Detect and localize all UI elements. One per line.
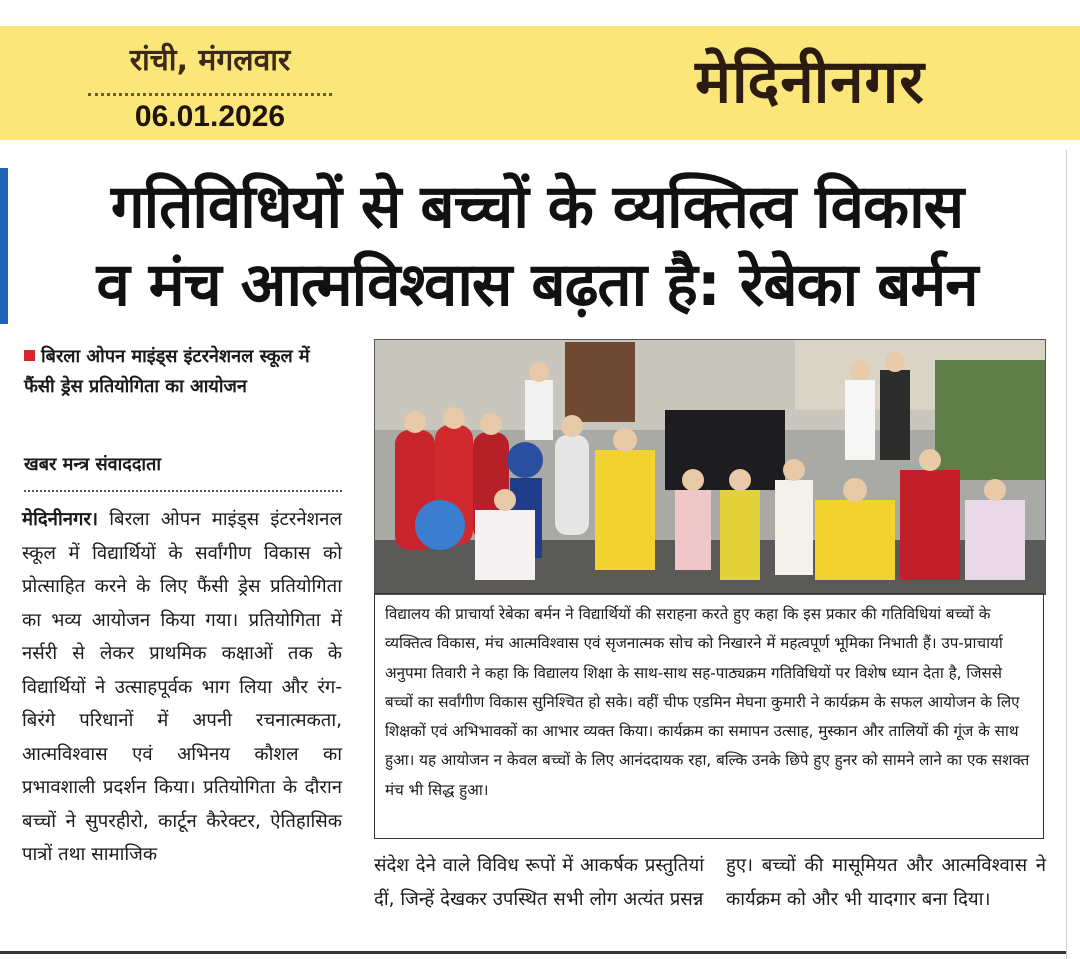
byline-divider xyxy=(24,490,342,492)
byline: खबर मन्त्र संवाददाता xyxy=(24,454,161,475)
red-square-bullet-icon xyxy=(24,350,35,361)
body-text-middle: संदेश देने वाले विविध रूपों में आकर्षक प्रस्तुतियां दीं, जिन्हें देखकर उपस्थित सभी लोग अत्यंत प्रसन्न xyxy=(374,855,704,910)
place-day: रांची, मंगलवार xyxy=(129,43,291,78)
subheadline-text: बिरला ओपन माइंड्स इंटरनेशनल स्कूल में फैंसी ड्रेस प्रतियोगिता का आयोजन xyxy=(24,346,310,397)
headline-line-2: व मंच आत्मविश्वास बढ़ता है: रेबेका बर्मन xyxy=(96,250,978,320)
adjacent-column-edge xyxy=(1066,150,1080,959)
subheadline xyxy=(24,342,344,402)
event-photo xyxy=(374,339,1046,595)
bottom-divider xyxy=(0,951,1066,954)
headline xyxy=(22,168,1052,324)
body-text-right: हुए। बच्चों की मासूमियत और आत्मविश्वास ने कार्यक्रम को और भी यादगार बना दिया। xyxy=(726,855,1046,910)
masthead xyxy=(0,0,1080,142)
issue-date: 06.01.2026 xyxy=(134,100,286,133)
dotted-divider xyxy=(88,93,332,96)
headline-line-1: गतिविधियों से बच्चों के व्यक्तित्व विकास xyxy=(110,172,964,242)
edition-name: मेदिनीनगर xyxy=(695,47,925,117)
body-text-left xyxy=(22,503,342,872)
event-photo-illustration xyxy=(375,340,1045,594)
dateline: मेदिनीनगर। xyxy=(22,509,98,530)
photo-caption: विद्यालय की प्राचार्या रेबेका बर्मन ने विद्यार्थियों की सराहना करते हुए कहा कि इस प्रकार की गतिविधियां बच्चों के व्यक्तित्व विकास, मंच आत्मविश्वास एवं सृजनात्मक सोच को निखारने में महत्वपूर्ण भूमिका निभाती हैं। उप-प्राचार्या अनुपमा तिवारी ने कहा कि विद्यालय शिक्षा के साथ-साथ सह-पाठ्यक्रम गतिविधियों पर विशेष ध्यान देता है, जिससे बच्चों का सर्वांगीण विकास सुनिश्चित हो सके। वहीं चीफ एडमिन मेघना कुमारी ने कार्यक्रम के सफल आयोजन के लिए शिक्षकों एवं अभिभावकों का आभार व्यक्त किया। कार्यक्रम का समापन उत्साह, मुस्कान और तालियों की गूंज के साथ हुआ। यह आयोजन न केवल बच्चों के लिए आनंददायक रहा, बल्कि उनके छिपे हुए हुनर को सामने लाने का एक सशक्त मंच भी सिद्ध हुआ। xyxy=(374,593,1044,839)
accent-bar xyxy=(0,168,8,324)
body-left-text: बिरला ओपन माइंड्स इंटरनेशनल स्कूल में विद्यार्थियों के सर्वांगीण विकास को प्रोत्साहित करने के लिए फैंसी ड्रेस प्रतियोगिता का भव्य आयोजन किया गया। प्रतियोगिता में नर्सरी से लेकर प्राथमिक कक्षाओं तक के विद्यार्थियों ने उत्साहपूर्वक भाग लिया और रंग-बिरंगे परिधानों में अपनी रचनात्मकता, आत्मविश्वास एवं अभिनय कौशल का प्रभावशाली प्रदर्शन किया। प्रतियोगिता के दौरान बच्चों ने सुपरहीरो, कार्टून कैरेक्टर, ऐतिहासिक पात्रों तथा सामाजिक xyxy=(22,509,342,865)
